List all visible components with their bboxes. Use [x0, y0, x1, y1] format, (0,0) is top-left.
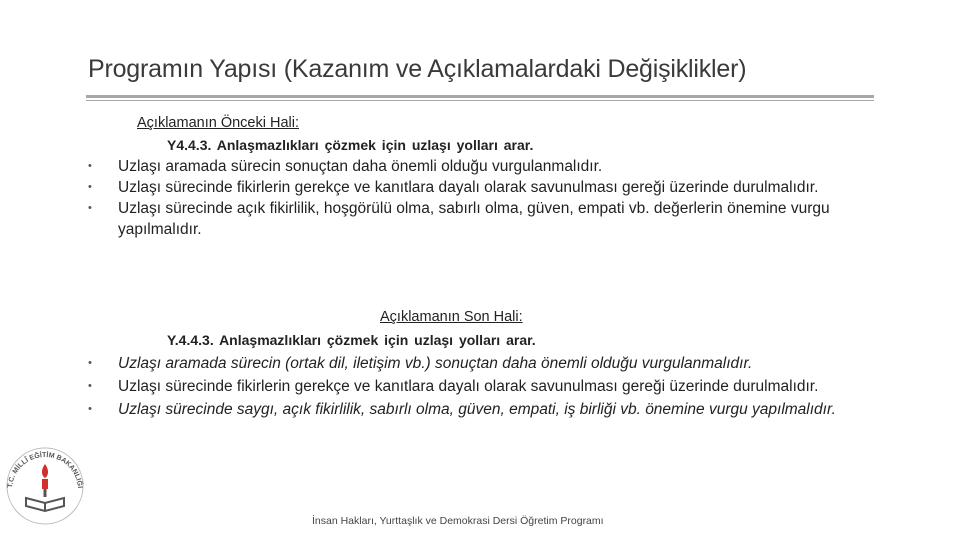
meb-seal-icon [2, 440, 88, 526]
before-bullet-2-text: Uzlaşı sürecinde fikirlerin gerekçe ve kanıtlara dayalı olarak savunulması gereği üzerinde durulmalıdır. [118, 179, 819, 196]
after-heading: Açıklamanın Son Hali: [380, 309, 523, 325]
after-bullet-1-text: Uzlaşı aramada sürecin (ortak dil, iletişim vb.) sonuçtan daha önemli olduğu vurgulanmalıdır. [118, 355, 753, 372]
before-bullet-1 [88, 156, 843, 177]
after-bullet-list [88, 354, 843, 419]
footer-program-name: İnsan Hakları, Yurttaşlık ve Demokrasi Dersi Öğretim Programı [312, 515, 604, 527]
bullet-dot-icon: • [88, 380, 92, 392]
after-bullet-3 [88, 400, 843, 419]
seal-text: T.C. MİLLÎ EĞİTİM BAKANLIĞI [7, 451, 83, 489]
before-bullet-1-text: Uzlaşı aramada sürecin sonuçtan daha önemli olduğu vurgulanmalıdır. [118, 158, 603, 175]
after-bullet-1 [88, 354, 843, 373]
bullet-dot-icon: • [88, 357, 92, 369]
after-outcome-code: Y.4.4.3. Anlaşmazlıkları çözmek için uzlaşı yolları arar. [167, 332, 536, 348]
bullet-dot-icon: • [88, 202, 92, 214]
before-bullet-2 [88, 177, 843, 198]
after-bullet-2 [88, 377, 843, 396]
bullet-dot-icon: • [88, 403, 92, 415]
title-divider-thick [86, 95, 874, 98]
bullet-dot-icon: • [88, 160, 92, 172]
before-bullet-3 [88, 198, 843, 240]
before-heading: Açıklamanın Önceki Hali: [137, 115, 299, 131]
after-bullet-2-text: Uzlaşı sürecinde fikirlerin gerekçe ve kanıtlara dayalı olarak savunulması gereği üzerinde durulmalıdır. [118, 378, 819, 395]
title-divider-thin [86, 100, 874, 101]
after-bullet-3-text: Uzlaşı sürecinde saygı, açık fikirlilik, sabırlı olma, güven, empati, iş birliği vb. önemine vurgu yapılmalıdır. [118, 401, 836, 418]
page-title: Programın Yapısı (Kazanım ve Açıklamalardaki Değişiklikler) [88, 55, 747, 83]
bullet-dot-icon: • [88, 181, 92, 193]
before-outcome-code: Y4.4.3. Anlaşmazlıkları çözmek için uzlaşı yolları arar. [167, 137, 534, 153]
before-bullet-list [88, 156, 843, 240]
before-bullet-3-text: Uzlaşı sürecinde açık fikirlilik, hoşgörülü olma, sabırlı olma, güven, empati vb. değerlerin önemine vurgu yapılmalıdır. [118, 200, 830, 238]
